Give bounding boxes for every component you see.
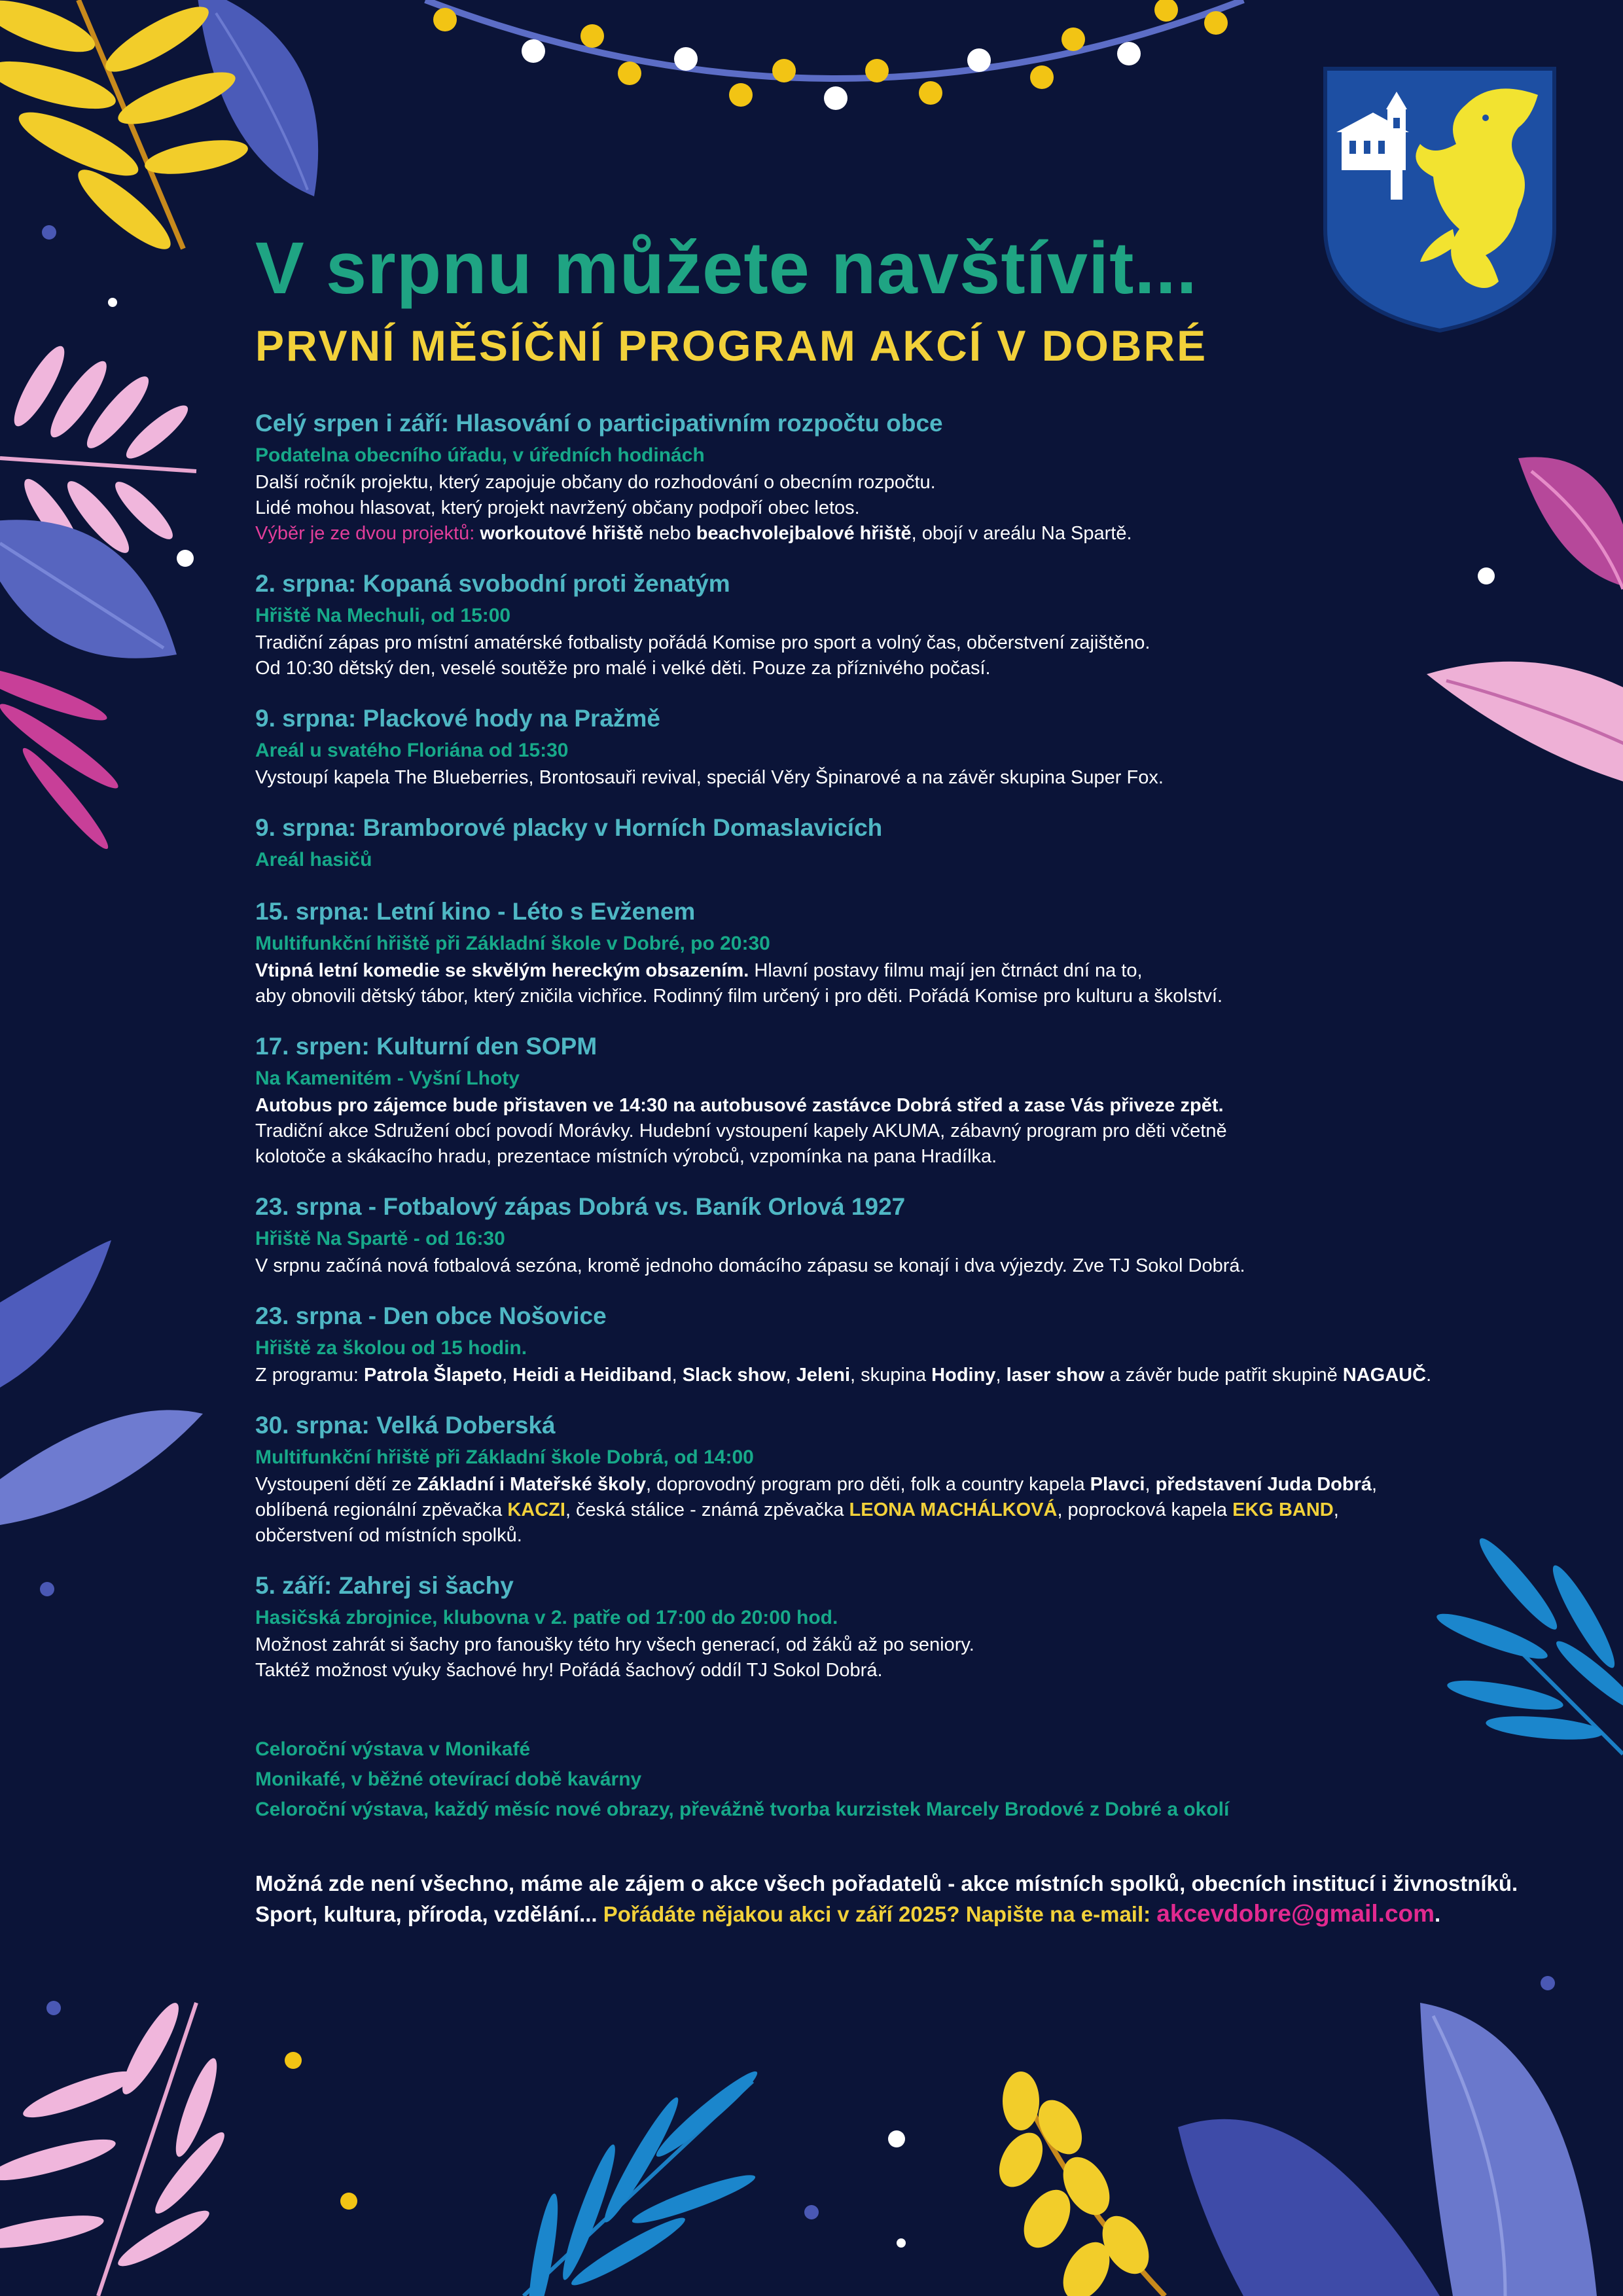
program-act: Jeleni [796, 1365, 851, 1386]
event-place: Podatelna obecního úřadu, v úředních hodinách [255, 444, 705, 466]
event-item [255, 810, 1531, 874]
event-place: Areál u svatého Floriána od 15:30 [255, 740, 569, 761]
program-sep: , skupina [850, 1365, 932, 1386]
program-act: NAGAUČ [1342, 1365, 1427, 1386]
event-description-tail: Hlavní postavy filmu mají jen čtrnáct dní na to, [749, 960, 1143, 981]
leaf-bottom-left [0, 1998, 232, 2296]
text-run: , [1145, 1474, 1156, 1495]
page-subtitle: PRVNÍ MĚSÍČNÍ PROGRAM AKCÍ V DOBRÉ [255, 321, 1208, 370]
choice-option: workoutové hřiště [480, 523, 644, 544]
event-place: Hřiště Na Mechuli, od 15:00 [255, 605, 511, 626]
exhibition-title: Celoroční výstava v Monikafé [255, 1738, 531, 1760]
event-title: 5. září: Zahrej si šachy [255, 1572, 514, 1599]
event-title: 15. srpna: Letní kino - Léto s Evženem [255, 898, 696, 925]
event-item [255, 566, 1531, 681]
event-item [255, 1299, 1531, 1388]
program-act: Hodiny [931, 1365, 996, 1386]
text-highlight: představení Juda Dobrá [1155, 1474, 1372, 1495]
event-place: Multifunkční hřiště při Základní škole v Dobré, po 20:30 [255, 933, 770, 954]
event-choice [255, 521, 1531, 547]
choice-lead: Výběr je ze dvou projektů: [255, 523, 475, 544]
program-sep: , [785, 1365, 796, 1386]
text-run: , poprocková kapela [1057, 1499, 1233, 1520]
program-sep: , [995, 1365, 1007, 1386]
leaf-bottom-center [523, 2065, 763, 2296]
event-title: 23. srpna - Fotbalový zápas Dobrá vs. Baník Orlová 1927 [255, 1193, 906, 1220]
event-item [255, 894, 1531, 1009]
program-lead: Z programu: [255, 1365, 364, 1386]
event-description: Tradiční akce Sdružení obcí povodí Morávky. Hudební vystoupení kapely AKUMA, zábavný program pro děti včetně [255, 1121, 1227, 1141]
program-act: laser show [1006, 1365, 1105, 1386]
program-act: Patrola Šlapeto [364, 1365, 503, 1386]
event-description: Tradiční zápas pro místní amatérské fotbalisty pořádá Komise pro sport a volný čas, občerstvení zajištěno. [255, 632, 1150, 653]
exhibition-notice [255, 1734, 1531, 1825]
event-list [255, 406, 1531, 1703]
event-description: kolotoče a skákacího hradu, prezentace místních výrobců, vzpomínka na pana Hradílka. [255, 1146, 997, 1167]
text-highlight: Základní i Mateřské školy [417, 1474, 646, 1495]
event-place: Hasičská zbrojnice, klubovna v 2. patře od 17:00 do 20:00 hod. [255, 1607, 838, 1628]
event-title: 23. srpna - Den obce Nošovice [255, 1302, 607, 1329]
text-run: , doprovodný program pro děti, folk a country kapela [645, 1474, 1090, 1495]
event-place: Multifunkční hřiště při Základní škole Dobrá, od 14:00 [255, 1446, 754, 1468]
choice-connector: nebo [643, 523, 696, 544]
event-item [255, 1189, 1531, 1279]
event-description [255, 1472, 1531, 1498]
footer-line [255, 1899, 1564, 1929]
event-description: Další ročník projektu, který zapojuje občany do rozhodování o obecním rozpočtu. [255, 472, 936, 493]
choice-option: beachvolejbalové hřiště [696, 523, 912, 544]
footer-text: Sport, kultura, příroda, vzdělání... [255, 1902, 603, 1926]
event-title: 2. srpna: Kopaná svobodní proti ženatým [255, 570, 730, 597]
event-description: Lidé mohou hlasovat, který projekt navržený občany podpoří obec letos. [255, 497, 860, 518]
event-place: Na Kamenitém - Vyšní Lhoty [255, 1067, 520, 1089]
program-act: Heidi a Heidiband [512, 1365, 672, 1386]
event-highlight [255, 1093, 1531, 1119]
light-bulbs [433, 0, 1228, 110]
event-description: Možnost zahrát si šachy pro fanoušky této hry všech generací, od žáků až po seniory. [255, 1634, 974, 1655]
text-run: oblíbená regionální zpěvačka [255, 1499, 508, 1520]
program-sep: . [1426, 1365, 1432, 1386]
event-program [255, 1363, 1531, 1388]
text-run: , česká stálice - známá zpěvačka [565, 1499, 849, 1520]
text-run: , [1333, 1499, 1339, 1520]
exhibition-place: Monikafé, v běžné otevírací době kavárny [255, 1768, 642, 1790]
program-act: Slack show [682, 1365, 786, 1386]
leaf-bottom-right [1178, 2003, 1597, 2296]
event-item [255, 1568, 1531, 1683]
program-sep: a závěr bude patřit skupině [1104, 1365, 1343, 1386]
program-sep: , [502, 1365, 513, 1386]
goat-coat-of-arms-icon [1322, 65, 1558, 334]
event-description [255, 958, 1531, 984]
performer-highlight: LEONA MACHÁLKOVÁ [849, 1499, 1058, 1520]
event-description: aby obnovili dětský tábor, který zničila vichřice. Rodinný film určený i pro děti. Pořádá Komise pro kulturu a školství. [255, 986, 1223, 1007]
event-description: Od 10:30 dětský den, veselé soutěže pro malé i velké děti. Pouze za příznivého počasí. [255, 658, 991, 679]
event-item [255, 1029, 1531, 1170]
bus-notice: Autobus pro zájemce bude přistaven ve 14:30 na autobusové zastávce Dobrá střed a zase Vás přiveze zpět. [255, 1095, 1224, 1116]
event-title: 9. srpna: Bramborové placky v Horních Domaslavicích [255, 814, 883, 841]
footer-line: Možná zde není všechno, máme ale zájem o akce všech pořadatelů - akce místních spolků, obecních institucí i živnostníků. [255, 1871, 1518, 1895]
leaf-left-middle [0, 1240, 203, 1525]
event-description: občerstvení od místních spolků. [255, 1525, 522, 1546]
event-title: Celý srpen i září: Hlasování o participativním rozpočtu obce [255, 410, 943, 437]
event-place: Hřiště za školou od 15 hodin. [255, 1337, 527, 1359]
event-item [255, 701, 1531, 791]
choice-tail: , obojí v areálu Na Spartě. [911, 523, 1132, 544]
event-description [255, 1498, 1531, 1523]
performer-highlight: EKG BAND [1232, 1499, 1334, 1520]
event-place: Areál hasičů [255, 849, 372, 870]
text-run: , [1371, 1474, 1378, 1495]
event-item [255, 406, 1531, 547]
program-sep: , [671, 1365, 683, 1386]
exhibition-description: Celoroční výstava, každý měsíc nové obrazy, převážně tvorba kurzistek Marcely Brodové z Dobré a okolí [255, 1799, 1230, 1820]
event-title: 9. srpna: Plackové hody na Pražmě [255, 705, 660, 732]
event-title: 17. srpen: Kulturní den SOPM [255, 1033, 597, 1060]
event-item [255, 1408, 1531, 1549]
leaf-left-blue [0, 520, 177, 854]
event-title: 30. srpna: Velká Doberská [255, 1412, 556, 1439]
footer-text: . [1435, 1902, 1441, 1926]
page-title: V srpnu můžete navštívit... [255, 227, 1198, 309]
leaf-bottom-yellow [990, 2072, 1165, 2296]
event-highlight: Vtipná letní komedie se skvělým hereckým obsazením. [255, 960, 749, 981]
event-description: Vystoupí kapela The Blueberries, Brontosauři revival, speciál Věry Špinarové a na závěr skupina Super Fox. [255, 767, 1164, 788]
text-run: Vystoupení dětí ze [255, 1474, 418, 1495]
performer-highlight: KACZI [507, 1499, 565, 1520]
footer-question: Pořádáte nějakou akci v září 2025? Napište na e-mail: [603, 1902, 1157, 1926]
event-place: Hřiště Na Spartě - od 16:30 [255, 1228, 505, 1249]
event-description: Taktéž možnost výuky šachové hry! Pořádá šachový oddíl TJ Sokol Dobrá. [255, 1660, 883, 1681]
footer-call-to-action [255, 1869, 1564, 1929]
event-description: V srpnu začíná nová fotbalová sezóna, kromě jednoho domácího zápasu se konají i dva výjezdy. Zve TJ Sokol Dobrá. [255, 1255, 1245, 1276]
text-highlight: Plavci [1090, 1474, 1145, 1495]
leaf-top-left [0, 0, 318, 259]
email-link[interactable]: akcevdobre@gmail.com [1156, 1900, 1435, 1927]
